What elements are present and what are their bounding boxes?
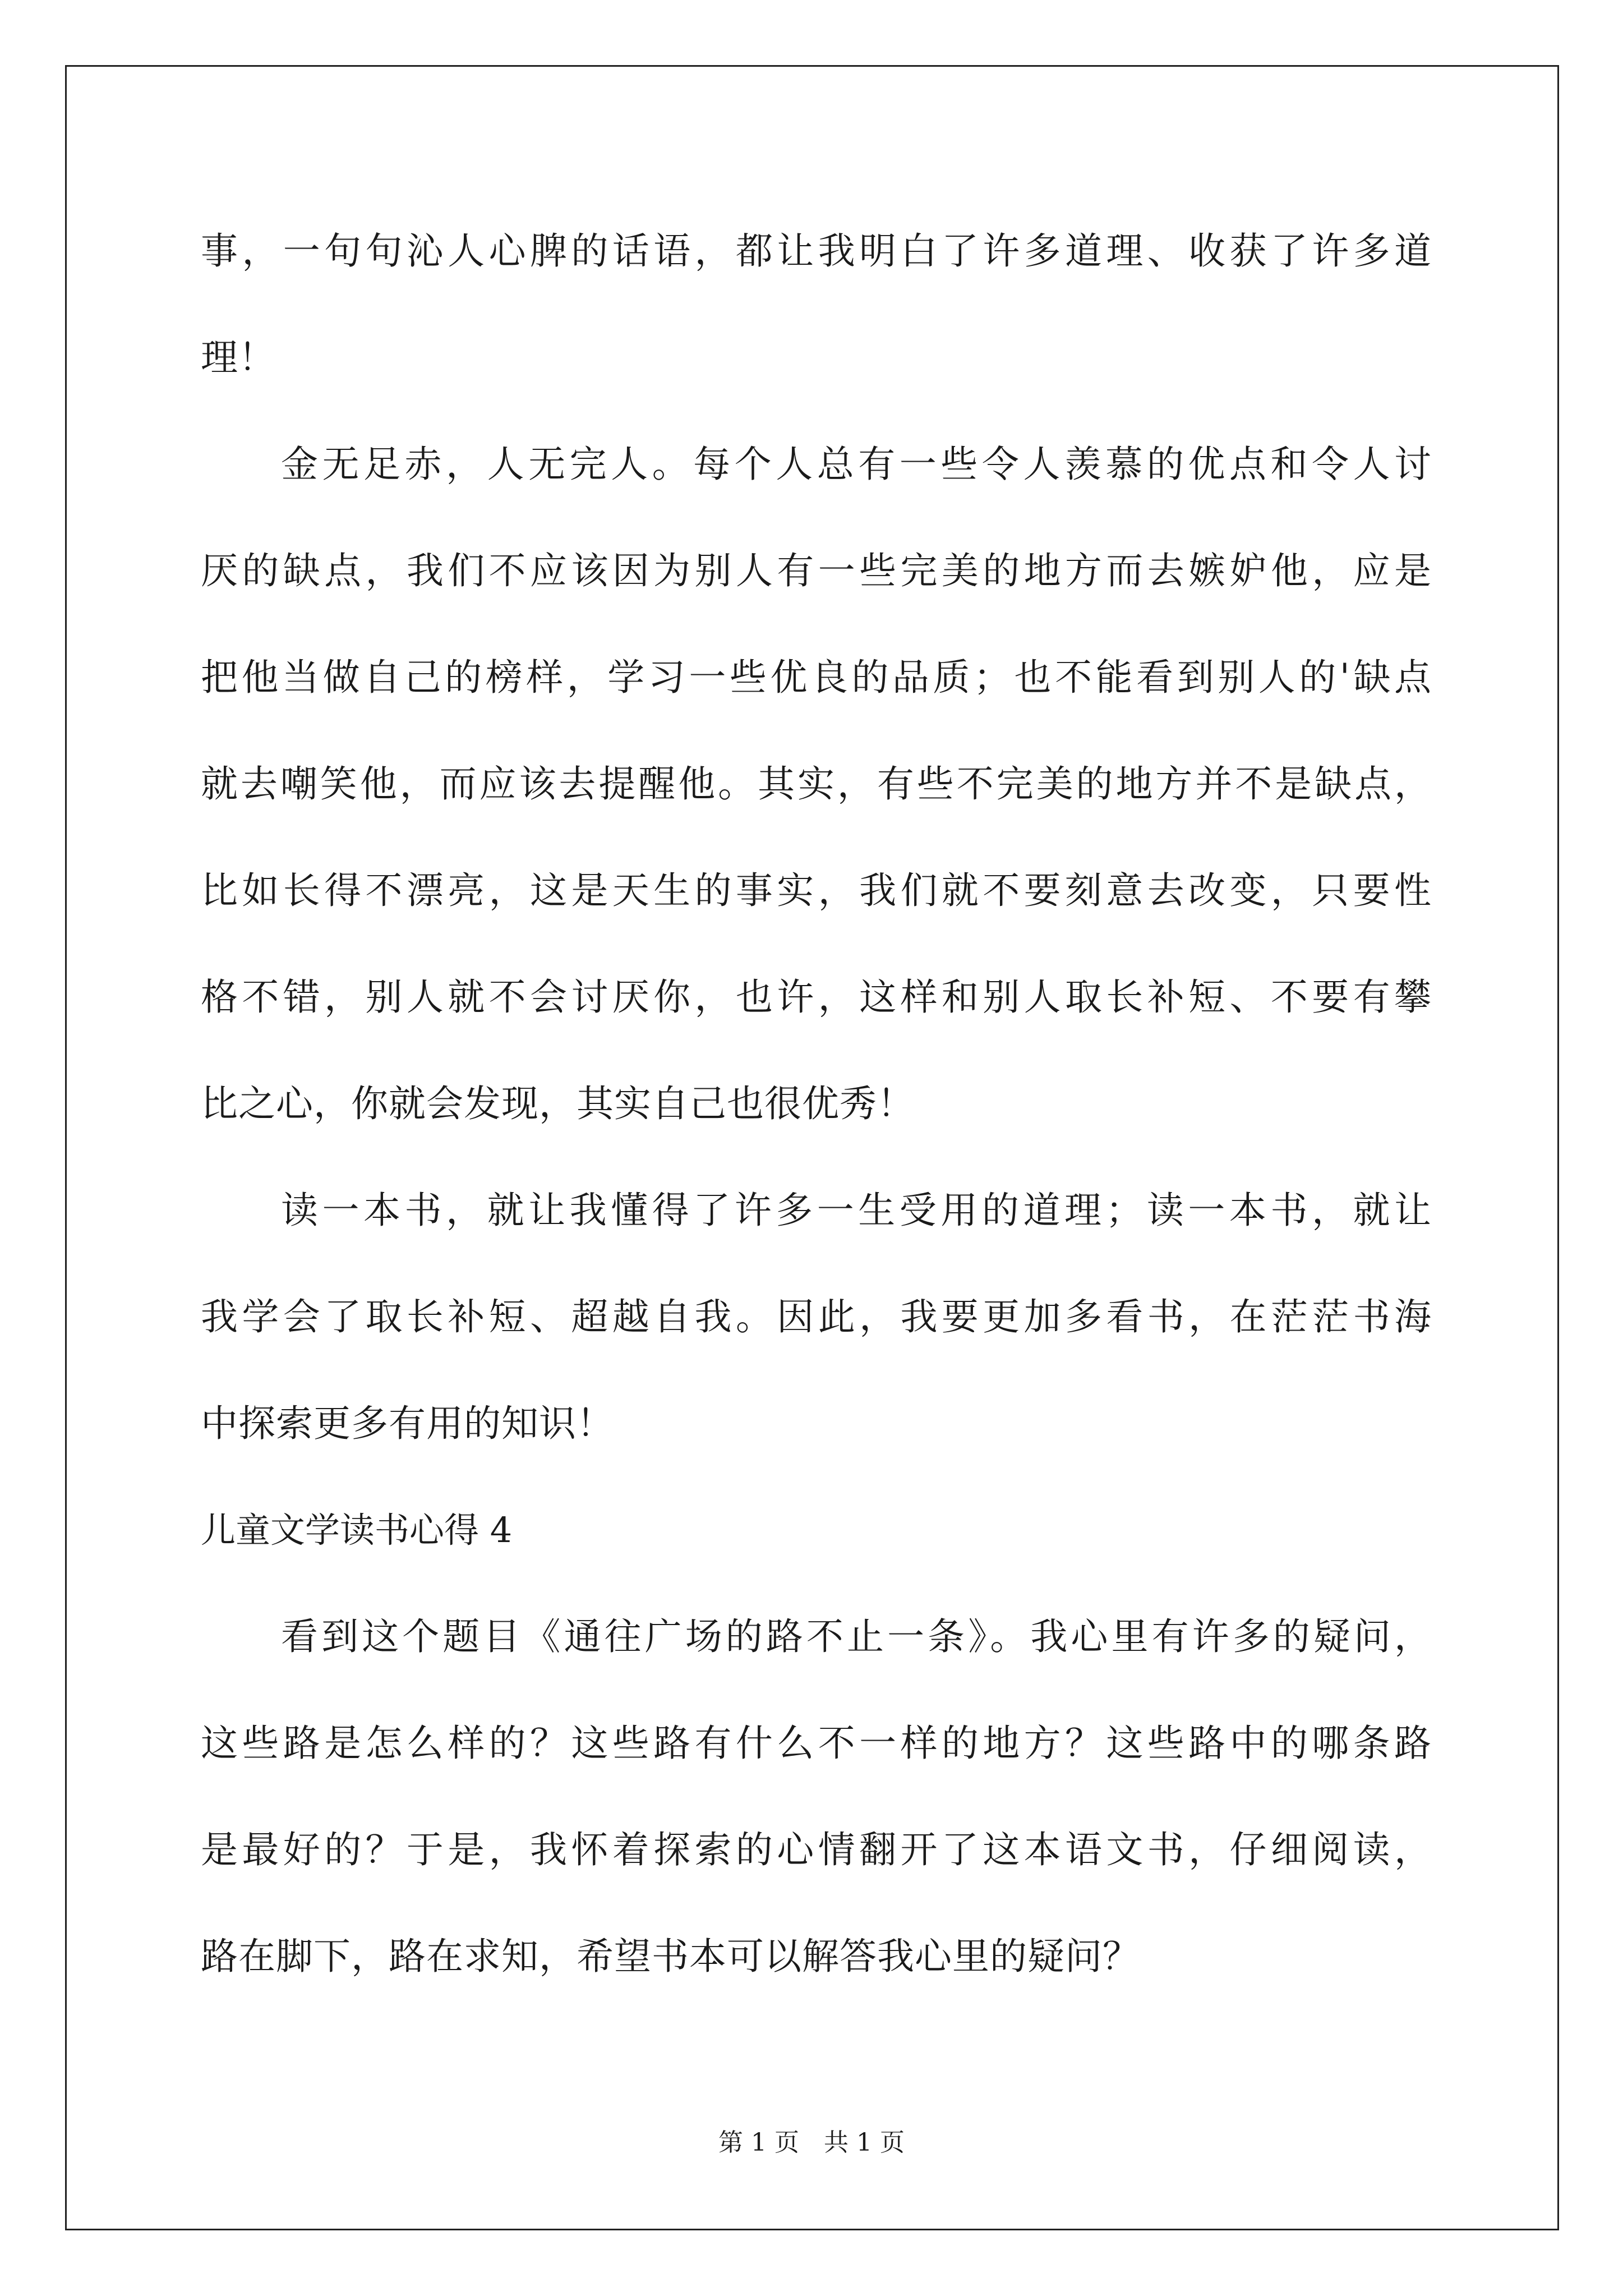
text-line: 就去嘲笑他，而应该去提醒他。其实，有些不完美的地方并不是缺点， <box>201 762 1432 806</box>
page-number-current: 第 1 页 <box>718 2128 799 2157</box>
text-line: 把他当做自己的榜样，学习一些优良的品质；也不能看到别人的'缺点 <box>201 656 1432 699</box>
text-line: 比之心，你就会发现，其实自己也很优秀！ <box>201 1082 915 1125</box>
text-line: 我学会了取长补短、超越自我。因此，我要更加多看书，在茫茫书海 <box>201 1295 1432 1338</box>
page-number-total: 共 1 页 <box>824 2128 905 2157</box>
text-line: 厌的缺点，我们不应该因为别人有一些完美的地方而去嫉妒他，应是 <box>201 549 1432 592</box>
section-heading: 儿童文学读书心得 4 <box>201 1510 513 1550</box>
paragraph-start-line: 读一本书，就让我懂得了许多一生受用的道理；读一本书，就让 <box>281 1189 1432 1232</box>
document-body <box>201 215 1432 2027</box>
text-line: 理！ <box>201 336 276 379</box>
text-line: 比如长得不漂亮，这是天生的事实，我们就不要刻意去改变，只要性 <box>201 869 1432 912</box>
paragraph-start-line: 看到这个题目《通往广场的路不止一条》。我心里有许多的疑问， <box>281 1615 1432 1658</box>
text-line: 这些路是怎么样的？这些路有什么不一样的地方？这些路中的哪条路 <box>201 1722 1432 1765</box>
text-line: 路在脚下，路在求知，希望书本可以解答我心里的疑问？ <box>201 1935 1140 1978</box>
paragraph-start-line: 金无足赤，人无完人。每个人总有一些令人羡慕的优点和令人讨 <box>281 443 1432 486</box>
text-line: 中探索更多有用的知识！ <box>201 1402 614 1445</box>
text-line: 事，一句句沁人心脾的话语，都让我明白了许多道理、收获了许多道 <box>201 229 1432 273</box>
page-footer <box>0 2126 1623 2160</box>
text-line: 是最好的？于是，我怀着探索的心情翻开了这本语文书，仔细阅读， <box>201 1828 1432 1871</box>
text-line: 格不错，别人就不会讨厌你，也许，这样和别人取长补短、不要有攀 <box>201 976 1432 1019</box>
